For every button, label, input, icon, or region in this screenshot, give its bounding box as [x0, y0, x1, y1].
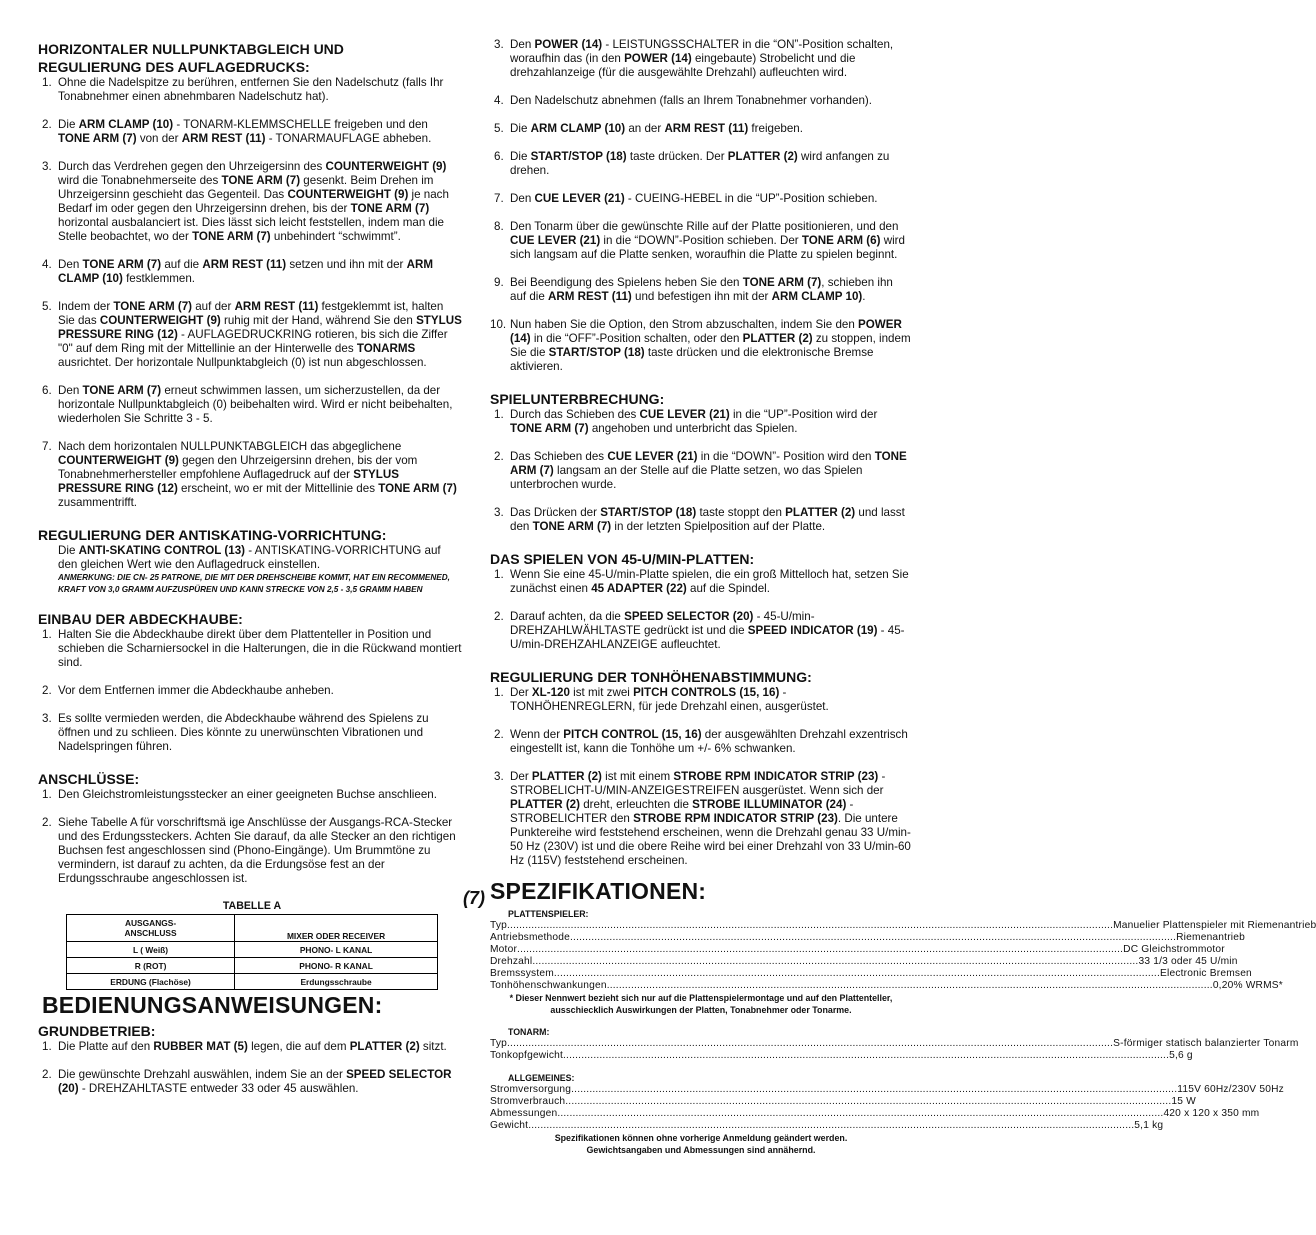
list-item — [38, 788, 462, 802]
list-item-text: Die gewünschte Drehzahl auswählen, indem Sie an der SPEED SELECTOR (20) - DREHZAHLTASTE entweder 33 oder 45 auswählen. — [58, 1068, 452, 1095]
list-item-text: Das Drücken der START/STOP (18) taste stoppt den PLATTER (2) und lasst den TONE ARM (7) in der letzten Spielposition auf der Platte. — [510, 506, 905, 533]
list-item-number: 7. — [494, 192, 504, 205]
spec-line — [490, 1120, 1164, 1132]
list-item-number: 6. — [494, 150, 504, 163]
table-cell: Erdungsschraube — [235, 974, 438, 990]
list-item-text: Den Tonarm über die gewünschte Rille auf der Platte positionieren, und den CUE LEVER (21) in die “DOWN”-Position schieben. Der TONE ARM (6) wird sich langsam auf die Platte senken, woraufhin die Platte zu spielen beginnt. — [510, 220, 905, 261]
list-item — [490, 728, 912, 756]
spec-leader-dots: ........................................................................................................................................................................................................ — [507, 1038, 1114, 1049]
table-caption: TABELLE A — [222, 900, 282, 912]
spec-label: Typ — [490, 920, 508, 931]
list-item-number: 6. — [42, 384, 52, 397]
list-item-number: 10. — [490, 318, 507, 331]
section-heading-zero-balance: HORIZONTALER NULLPUNKTABGLEICH UND — [38, 41, 344, 57]
spec-leader-dots: ........................................................................................................................................................................................................ — [563, 1050, 1170, 1061]
list-item-text: Die Platte auf den RUBBER MAT (5) legen, die auf dem PLATTER (2) sitzt. — [58, 1040, 447, 1053]
list-item-number: 2. — [42, 1068, 52, 1081]
pitch-list — [490, 686, 912, 868]
table-cell: L ( Weiß) — [67, 942, 235, 958]
list-item-text: Wenn der PITCH CONTROL (15, 16) der ausgewählten Drehzahl exzentrisch eingestellt ist, kann die Tonhöhe um +/- 6% schwanken. — [510, 728, 908, 755]
spec-lines-turntable — [490, 920, 1316, 992]
spec-line — [490, 1084, 1284, 1096]
list-item-text: Die ARM CLAMP (10) an der ARM REST (11) freigeben. — [510, 122, 803, 135]
section-heading-dust-cover: EINBAU DER ABDECKHAUBE: — [38, 611, 243, 627]
spec-leader-dots: ........................................................................................................................................................................................................ — [570, 932, 1177, 943]
list-item-text: Den Nadelschutz abnehmen (falls an Ihrem Tonabnehmer vorhanden). — [510, 94, 872, 107]
spec-line — [490, 1108, 1260, 1120]
operating-instructions-heading: BEDIENUNGSANWEISUNGEN: — [42, 992, 383, 1018]
spec-label: Typ — [490, 1038, 508, 1049]
list-item-number: 4. — [42, 258, 52, 271]
spec-leader-dots: ........................................................................................................................................................................................................ — [528, 1120, 1135, 1131]
list-item-number: 2. — [494, 610, 504, 623]
list-item-number: 3. — [494, 770, 504, 783]
list-item-number: 1. — [42, 1040, 52, 1053]
spec-value: Electronic Bremsen — [1160, 968, 1252, 979]
spec-label: Stromversorgung — [490, 1084, 572, 1095]
list-item-text: Die START/STOP (18) taste drücken. Der PLATTER (2) wird anfangen zu drehen. — [510, 150, 890, 177]
list-item-text: Der XL-120 ist mit zwei PITCH CONTROLS (15, 16) - TONHÖHENREGLERN, für jede Drehzahl einen, ausgerüstet. — [510, 686, 829, 713]
list-item — [38, 816, 462, 886]
table-row — [67, 974, 438, 990]
basic-operation-list — [38, 1040, 462, 1096]
list-item — [38, 712, 462, 754]
list-item-text: Halten Sie die Abdeckhaube direkt über dem Plattenteller in Position und schieben die Scharniersockel in die Halterungen, die in die Rückwand montiert sind. — [58, 628, 462, 669]
section-heading-pitch: REGULIERUNG DER TONHÖHENABSTIMMUNG: — [490, 669, 812, 685]
zero-balance-list — [38, 76, 462, 510]
list-item-number: 2. — [494, 728, 504, 741]
list-item — [490, 450, 912, 492]
list-item-number: 1. — [494, 568, 504, 581]
spec-group-turntable: PLATTENSPIELER: — [508, 909, 589, 919]
spec-label: Tonkopfgewicht — [490, 1050, 564, 1061]
table-header-mixer: MIXER ODER RECEIVER — [235, 915, 438, 942]
table-cell: R (ROT) — [67, 958, 235, 974]
right-column — [490, 38, 1316, 1156]
list-item-number: 3. — [42, 712, 52, 725]
left-column — [38, 38, 462, 1096]
spec-lines-general — [490, 1084, 1284, 1132]
list-item — [490, 94, 912, 108]
spec-value: 420 x 120 x 350 mm — [1163, 1108, 1260, 1119]
spec-leader-dots: ........................................................................................................................................................................................................ — [571, 1084, 1178, 1095]
table-header-output: AUSGANGS- ANSCHLUSS — [67, 915, 235, 942]
basic-operation-list-continued — [490, 38, 912, 374]
spec-label: Abmessungen — [490, 1108, 558, 1119]
spec-leader-dots: ........................................................................................................................................................................................................ — [553, 968, 1160, 979]
list-item-number: 7. — [42, 440, 52, 453]
spec-line — [490, 920, 1316, 932]
spec-label: Gewicht — [490, 1120, 529, 1131]
list-item — [490, 610, 912, 652]
spec-lines-tonearm — [490, 1038, 1299, 1062]
list-item-number: 1. — [42, 76, 52, 89]
spec-leader-dots: ........................................................................................................................................................................................................ — [606, 980, 1213, 991]
section-heading-45rpm: DAS SPIELEN VON 45-U/MIN-PLATTEN: — [490, 551, 755, 567]
list-item-number: 1. — [494, 408, 504, 421]
list-item-number: 5. — [494, 122, 504, 135]
list-item — [38, 76, 462, 104]
spec-value: 5,1 kg — [1134, 1120, 1164, 1131]
spec-leader-dots: ........................................................................................................................................................................................................ — [507, 920, 1114, 931]
spec-label: Bremssystem — [490, 968, 554, 979]
section-heading-antiskating: REGULIERUNG DER ANTISKATING-VORRICHTUNG: — [38, 527, 387, 543]
pause-list — [490, 408, 912, 534]
list-item-text: Wenn Sie eine 45-U/min-Platte spielen, die ein groß Mittelloch hat, setzen Sie zunächst einen 45 ADAPTER (22) auf die Spindel. — [510, 568, 909, 595]
list-item — [38, 118, 462, 146]
list-item-text: Vor dem Entfernen immer die Abdeckhaube anheben. — [58, 684, 334, 697]
list-item — [38, 160, 462, 244]
section-heading-tracking-force: REGULIERUNG DES AUFLAGEDRUCKS: — [38, 59, 310, 75]
spec-value: 33 1/3 oder 45 U/min — [1138, 956, 1238, 967]
list-item — [490, 192, 912, 206]
antiskating-note: ANMERKUNG: DIE CN- 25 PATRONE, DIE MIT DER DREHSCHEIBE KOMMT, HAT EIN RECOMMENED, KRAFT VON 3,0 GRAMM AUFZUSPÜREN UND KANN STRECKE VON 2,5 - 3,5 GRAMM HABEN — [58, 573, 450, 594]
list-item — [490, 276, 912, 304]
spec-leader-dots: ........................................................................................................................................................................................................ — [565, 1096, 1172, 1107]
list-item — [38, 628, 462, 670]
table-cell: PHONO- R KANAL — [235, 958, 438, 974]
list-item — [38, 384, 462, 426]
list-item-number: 2. — [42, 118, 52, 131]
spec-value: 15 W — [1171, 1096, 1196, 1107]
page-number: (7) — [463, 888, 485, 908]
spec-line — [490, 1038, 1299, 1050]
spec-disclaimer-1: Spezifikationen können ohne vorherige Anmeldung geändert werden. — [554, 1133, 848, 1143]
spec-leader-dots: ........................................................................................................................................................................................................ — [557, 1108, 1164, 1119]
list-item — [490, 150, 912, 178]
spec-line — [490, 956, 1238, 968]
section-heading-connections: ANSCHLÜSSE: — [38, 771, 140, 787]
list-item-text: Ohne die Nadelspitze zu berühren, entfernen Sie den Nadelschutz (falls Ihr Tonabnehmer einen abnehmbaren Nadelschutz hat). — [58, 76, 444, 103]
spec-label: Motor — [490, 944, 518, 955]
list-item-number: 9. — [494, 276, 504, 289]
section-heading-basic-operation: GRUNDBETRIEB: — [38, 1023, 156, 1039]
table-row — [67, 958, 438, 974]
spec-value: 115V 60Hz/230V 50Hz — [1177, 1084, 1284, 1095]
list-item-number: 1. — [42, 628, 52, 641]
list-item-text: Nun haben Sie die Option, den Strom abzuschalten, indem Sie den POWER (14) in die “OFF”-Position schalten, oder den PLATTER (2) zu stoppen, indem Sie die START/STOP (18) taste drücken und die elektronische Bremse aktivieren. — [510, 318, 911, 373]
spec-value: 0,20% WRMS* — [1212, 980, 1283, 991]
dust-cover-list — [38, 628, 462, 754]
spec-value: 5,6 g — [1169, 1050, 1193, 1061]
list-item-text: Den TONE ARM (7) erneut schwimmen lassen, um sicherzustellen, da der horizontale Nullpunktabgleich (0) beibehalten wird. Wird er nicht beibehalten, wiederholen Sie Schritte 3 - 5. — [58, 384, 453, 425]
table-row — [67, 942, 438, 958]
spec-leader-dots: ........................................................................................................................................................................................................ — [532, 956, 1139, 967]
45rpm-list — [490, 568, 912, 652]
list-item-number: 3. — [494, 38, 504, 51]
list-item — [490, 38, 912, 80]
list-item — [38, 300, 462, 370]
list-item-text: Die ARM CLAMP (10) - TONARM-KLEMMSCHELLE freigeben und den TONE ARM (7) von der ARM REST (11) - TONARMAUFLAGE abheben. — [58, 118, 432, 145]
spec-group-tonearm: TONARM: — [508, 1027, 550, 1037]
table-cell: ERDUNG (Flachöse) — [67, 974, 235, 990]
spec-label: Stromverbrauch — [490, 1096, 566, 1107]
list-item-number: 2. — [494, 450, 504, 463]
list-item-number: 8. — [494, 220, 504, 233]
spec-line — [490, 1050, 1193, 1062]
list-item — [38, 1040, 462, 1054]
list-item — [490, 686, 912, 714]
list-item-text: Den CUE LEVER (21) - CUEING-HEBEL in die “UP”-Position schieben. — [510, 192, 878, 205]
list-item — [38, 1068, 462, 1096]
spec-footnote: * Dieser Nennwert bezieht sich nur auf die Plattenspielermontage und auf den Plattenteller, ausschiecklich Auswirkungen der Platten, Tonabnehmer oder Tonarme. — [509, 993, 893, 1015]
list-item-text: Nach dem horizontalen NULLPUNKTABGLEICH das abgeglichene COUNTERWEIGHT (9) gegen den Uhrzeigersinn drehen, bis der vom Tonabnehmerhersteller empfohlene Auflagedruck auf der STYLUS PRESSURE RING (12) erscheint, wo er mit der Mittellinie des TONE ARM (7) zusammentrifft. — [58, 440, 457, 509]
list-item-text: Durch das Verdrehen gegen den Uhrzeigersinn des COUNTERWEIGHT (9) wird die Tonabnehmerseite des TONE ARM (7) gesenkt. Beim Drehen im Uhrzeigersinn geschieht das Gegenteil. Das COUNTERWEIGHT (9) je nach Bedarf im oder gegen den Uhrzeigersinn drehen, bis der TONE ARM (7) horizontal ausbalanciert ist. Dies lässt sich leicht feststellen, indem man die Stelle beobachtet, wo der TONE ARM (7) unbehindert “schwimmt”. — [58, 160, 449, 243]
table-cell: PHONO- L KANAL — [235, 942, 438, 958]
list-item-number: 2. — [42, 816, 52, 829]
list-item-number: 3. — [494, 506, 504, 519]
list-item-text: Indem der TONE ARM (7) auf der ARM REST (11) festgeklemmt ist, halten Sie das COUNTERWEIGHT (9) ruhig mit der Hand, während Sie den STYLUS PRESSURE RING (12) - AUFLAGEDRUCKRING rotieren, bis sich die Ziffer "0" auf dem Ring mit der Mittellinie an der Hinterwelle des TONARMS ausrichtet. Der horizontale Nullpunktabgleich (0) ist nun abgeschlossen. — [58, 300, 462, 369]
spec-label: Tonhöhenschwankungen — [490, 980, 607, 991]
spec-line — [490, 980, 1283, 992]
list-item-number: 4. — [494, 94, 504, 107]
connection-table — [66, 914, 438, 990]
specifications-heading: SPEZIFIKATIONEN: — [490, 878, 707, 904]
spec-line — [490, 968, 1252, 980]
connections-list — [38, 788, 462, 886]
list-item-text: Den POWER (14) - LEISTUNGSSCHALTER in die “ON”-Position schalten, woraufhin das (in den POWER (14) eingebaute) Strobelicht und die drehzahlanzeige (für die ausgewählte Drehzahl) aufleuchten wird. — [510, 38, 894, 79]
spec-value: Riemenantrieb — [1176, 932, 1245, 943]
list-item-number: 3. — [42, 160, 52, 173]
list-item — [490, 506, 912, 534]
spec-line — [490, 1096, 1196, 1108]
list-item-text: Es sollte vermieden werden, die Abdeckhaube während des Spielens zu öffnen und zu schlieen. Dies könnte zu unerwünschten Vibrationen und Nadelspringen führen. — [58, 712, 429, 753]
list-item — [38, 440, 462, 510]
list-item-number: 1. — [42, 788, 52, 801]
list-item-text: Das Schieben des CUE LEVER (21) in die “DOWN”- Position wird den TONE ARM (7) langsam an der Stelle auf die Platte setzen, wo das Spielen unterbrochen wurde. — [510, 450, 907, 491]
spec-label: Antriebsmethode — [490, 932, 571, 943]
list-item — [490, 568, 912, 596]
spec-value: Manuelier Plattenspieler mit Riemenantrieb — [1113, 920, 1316, 931]
list-item-text: Siehe Tabelle A für vorschriftsmä ige Anschlüsse der Ausgangs-RCA-Stecker und des Erdungssteckers. Achten Sie darauf, da alle Stecker an den richtigen Buchsen fest angeschlossen sind (Phono-Eingänge). Um Brummtöne zu vermindern, ist darauf zu achten, da die Erdungsöse fest an der Erdungsschraube angeschlossen ist. — [58, 816, 456, 885]
list-item-text: Durch das Schieben des CUE LEVER (21) in die “UP”-Position wird der TONE ARM (7) angehoben und unterbricht das Spielen. — [510, 408, 878, 435]
list-item-text: Der PLATTER (2) ist mit einem STROBE RPM INDICATOR STRIP (23) -STROBELICHT-U/MIN-ANZEIGESTREIFEN ausgerüstet. Wenn sich der PLATTER (2) dreht, erleuchten die STROBE ILLUMINATOR (24) - STROBELICHTER den STROBE RPM INDICATOR STRIP (23). Die untere Punktereihe wird feststehend erscheinen, wenn die Drehzahl genau 33 U/min-50 Hz (230V) ist und die obere Reihe wird bei einer Drehzahl von 33 U/min-60 Hz (115V) feststehend erscheinen. — [510, 770, 911, 867]
list-item-number: 5. — [42, 300, 52, 313]
spec-group-general: ALLGEMEINES: — [508, 1073, 575, 1083]
list-item — [490, 122, 912, 136]
list-item — [490, 220, 912, 262]
spec-disclaimer-2: Gewichtsangaben und Abmessungen sind annähernd. — [586, 1145, 816, 1155]
list-item — [490, 408, 912, 436]
list-item-text: Darauf achten, da die SPEED SELECTOR (20) - 45-U/min-DREHZAHLWÄHLTASTE gedrückt ist und die SPEED INDICATOR (19) - 45-U/min-DREHZAHLANZEIGE aufleuchtet. — [510, 610, 905, 651]
list-item-number: 1. — [494, 686, 504, 699]
list-item-text: Den TONE ARM (7) auf die ARM REST (11) setzen und ihn mit der ARM CLAMP (10) festklemmen. — [58, 258, 434, 285]
list-item — [490, 318, 912, 374]
antiskating-text: Die ANTI-SKATING CONTROL (13) - ANTISKATING-VORRICHTUNG auf den gleichen Wert wie den Auflagedruck einstellen. — [58, 544, 441, 571]
spec-value: DC Gleichstrommotor — [1123, 944, 1225, 955]
spec-line — [490, 932, 1245, 944]
list-item-text: Bei Beendigung des Spielens heben Sie den TONE ARM (7), schieben ihn auf die ARM REST (11) und befestigen ihn mit der ARM CLAMP 10). — [510, 276, 893, 303]
section-heading-pause: SPIELUNTERBRECHUNG: — [490, 391, 665, 407]
list-item-number: 2. — [42, 684, 52, 697]
spec-leader-dots: ........................................................................................................................................................................................................ — [517, 944, 1124, 955]
list-item — [38, 684, 462, 698]
spec-value: S-förmiger statisch balanzierter Tonarm — [1113, 1038, 1299, 1049]
list-item — [38, 258, 462, 286]
spec-line — [490, 944, 1225, 956]
list-item — [490, 770, 912, 868]
list-item-text: Den Gleichstromleistungsstecker an einer geeigneten Buchse anschlieen. — [58, 788, 437, 801]
spec-label: Drehzahl — [490, 956, 533, 967]
